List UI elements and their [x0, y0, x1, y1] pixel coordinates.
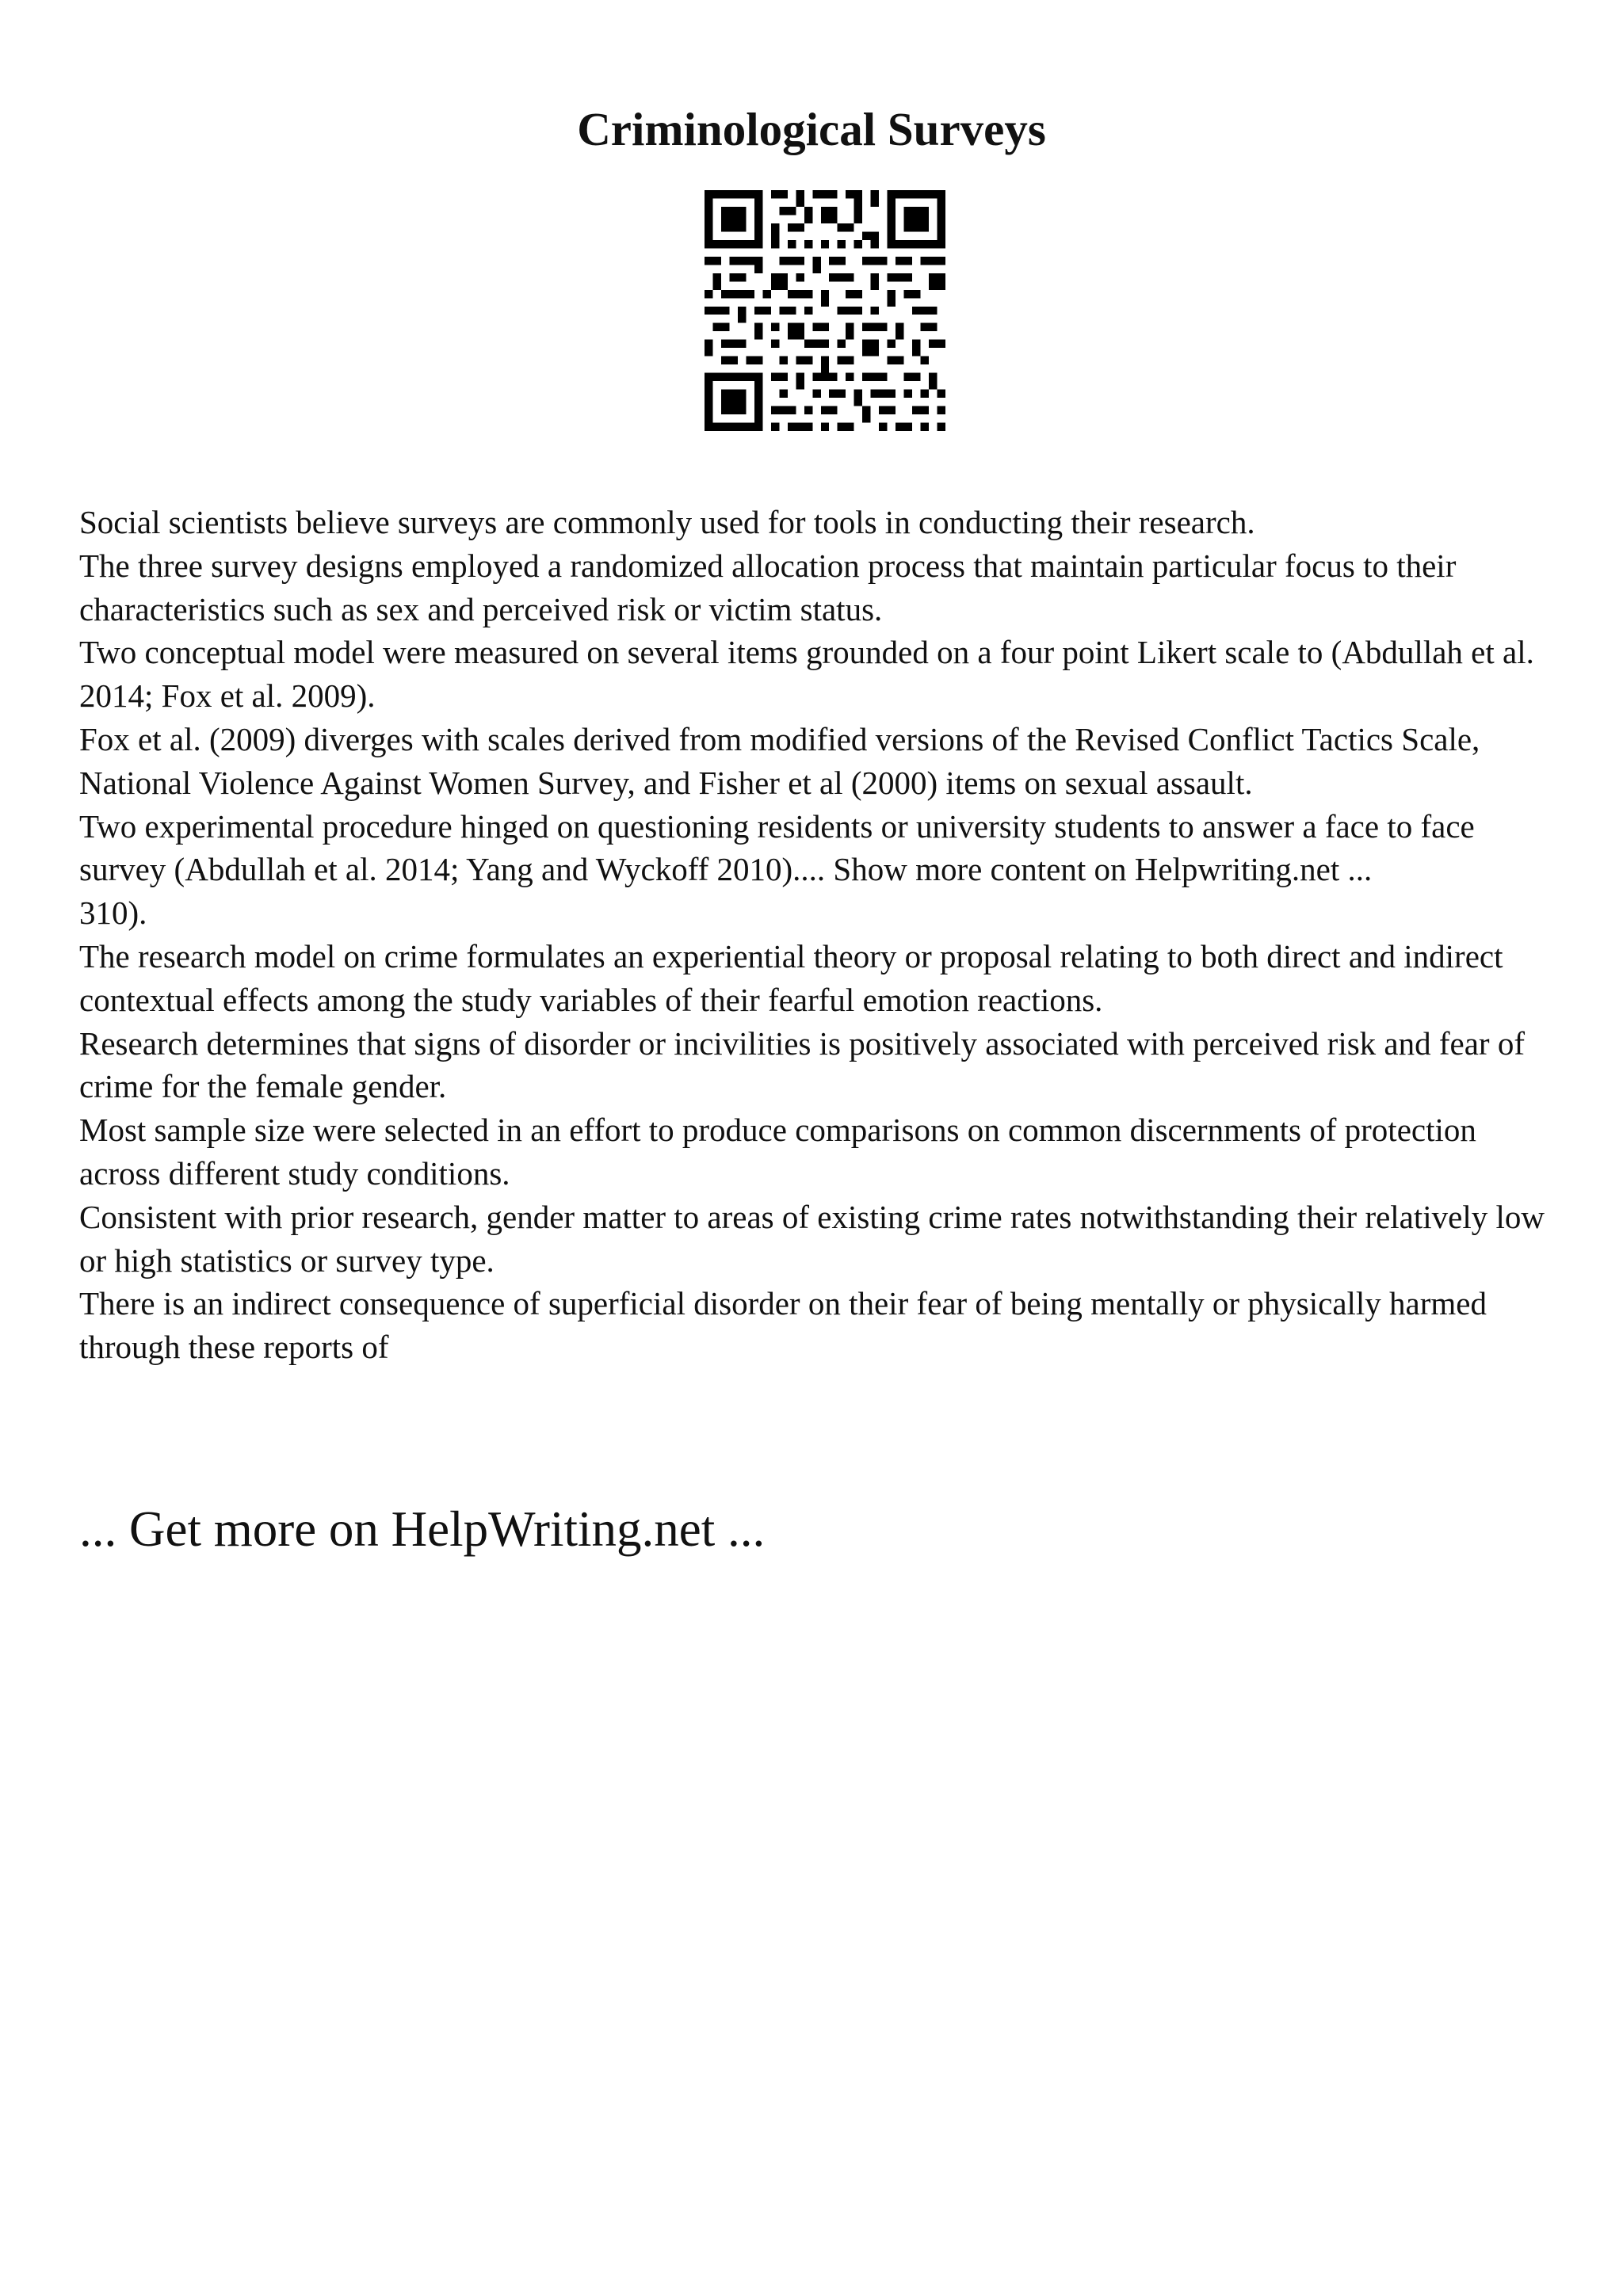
paragraph: The three survey designs employed a randomized allocation process that maintain particular focus to their characteristics such as sex and perceived risk or victim status. — [79, 547, 1465, 627]
document-body — [79, 501, 1553, 1369]
page-title: Criminological Surveys — [577, 103, 1046, 155]
paragraph: Consistent with prior research, gender matter to areas of existing crime rates notwithstanding their relatively low or high statistics or survey type. — [79, 1198, 1553, 1279]
get-more-link[interactable]: ... Get more on HelpWriting.net ... — [79, 1501, 766, 1557]
paragraph: Research determines that signs of disorder or incivilities is positively associated with perceived risk and fear of crime for the female gender. — [79, 1024, 1533, 1105]
paragraph: Social scientists believe surveys are commonly used for tools in conducting their research. — [79, 504, 1255, 540]
paragraph: 310). — [79, 894, 147, 932]
paragraph: Fox et al. (2009) diverges with scales derived from modified versions of the Revised Conflict Tactics Scale, National Violence Against Women Survey, and Fisher et al (2000) items on sexual assault. — [79, 720, 1488, 801]
paragraph: There is an indirect consequence of superficial disorder on their fear of being mentally or physically harmed through these reports of — [79, 1285, 1495, 1366]
paragraph: Two conceptual model were measured on several items grounded on a four point Likert scale to (Abdullah et al. 2014; Fox et al. 2009). — [79, 634, 1543, 715]
paragraph: Most sample size were selected in an effort to produce comparisons on common discernments of protection across different study conditions. — [79, 1112, 1485, 1192]
qr-code-icon — [705, 190, 945, 431]
paragraph: Two experimental procedure hinged on questioning residents or university students to answer a face to face survey (Abdullah et al. 2014; Yang and Wyckoff 2010).... Show more content on Helpwriting.net ... — [79, 807, 1483, 888]
paragraph: The research model on crime formulates an experiential theory or proposal relating to both direct and indirect contextual effects among the study variables of their fearful emotion reactions. — [79, 937, 1511, 1018]
